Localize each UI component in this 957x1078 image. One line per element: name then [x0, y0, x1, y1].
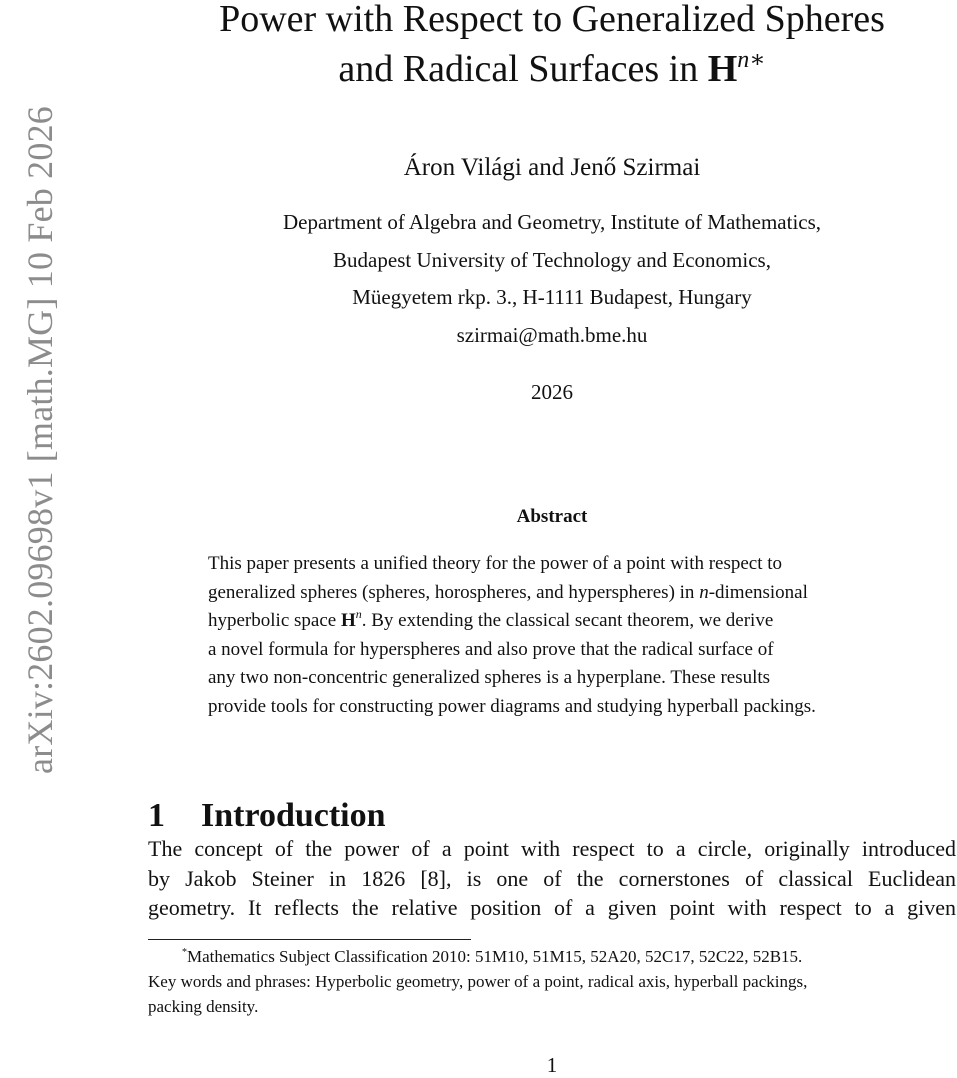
author-email[interactable]: szirmai@math.bme.hu: [456, 322, 648, 347]
abstract-line-2: [208, 579, 928, 608]
affiliation-line-university: Budapest University of Technology and Economics,: [333, 247, 771, 272]
abstract-line-3: [208, 607, 928, 636]
abstract-var-n: n: [699, 581, 709, 603]
footnote-line-2: Key words and phrases: Hyperbolic geometry, power of a point, radical axis, hyperball packings,: [148, 972, 808, 991]
section-title: Introduction: [201, 797, 386, 835]
footnote-line-1: [148, 944, 956, 969]
footnote-msc-text: Mathematics Subject Classification 2010: 51M10, 51M15, 52A20, 52C17, 52C22, 52B15.: [187, 947, 803, 966]
affiliation-line-address: Müegyetem rkp. 3., H-1111 Budapest, Hungary: [352, 285, 752, 309]
footnote-divider: [148, 939, 471, 940]
abstract-heading: Abstract: [516, 506, 588, 527]
affiliation: [148, 204, 956, 354]
abstract-body: [208, 550, 928, 721]
paper-title: [148, 0, 956, 94]
section-heading-introduction: [148, 794, 386, 838]
title-line-1: Power with Respect to Generalized Spheres: [219, 0, 885, 40]
body-line-1: The concept of the power of a point with respect to a circle, originally introduced: [148, 836, 956, 861]
page-number: 1: [546, 1053, 558, 1077]
section-number: 1: [148, 797, 165, 835]
title-line-2-text: and Radical Surfaces in: [338, 48, 708, 90]
abstract-hyperbolic-symbol: H: [340, 610, 356, 631]
arxiv-stamp: arXiv:2602.09698v1 [math.MG] 10 Feb 2026: [20, 106, 60, 774]
abstract-line-6: provide tools for constructing power diagrams and studying hyperball packings.: [208, 695, 816, 717]
abstract-line-4: a novel formula for hyperspheres and also prove that the radical surface of: [208, 638, 774, 660]
abstract-superscript-n: n: [355, 607, 362, 621]
affiliation-line-department: Department of Algebra and Geometry, Institute of Mathematics,: [282, 210, 822, 234]
body-line-3: geometry. It reflects the relative position of a given point with respect to a given: [148, 895, 956, 920]
footnote-line-3: packing density.: [148, 997, 259, 1016]
footnote: [148, 944, 956, 1019]
abstract-line-3-b: . By extending the classical secant theorem, we derive: [361, 610, 774, 631]
introduction-paragraph: [148, 834, 956, 923]
title-line-2: [148, 44, 956, 94]
abstract-line-3-a: hyperbolic space: [208, 610, 341, 631]
paper-date: 2026: [531, 380, 573, 404]
body-line-2: by Jakob Steiner in 1826 [8], is one of the cornerstones of classical Euclidean: [148, 865, 956, 891]
footnote-marker: *: [182, 947, 187, 958]
abstract-line-1: This paper presents a unified theory for the power of a point with respect to: [208, 553, 783, 574]
title-superscript: n∗: [737, 47, 766, 73]
abstract-line-2-a: generalized spheres (spheres, horospheres, and hyperspheres) in: [208, 581, 700, 603]
authors: Áron Világi and Jenő Szirmai: [403, 154, 701, 181]
abstract-line-2-b: -dimensional: [708, 581, 808, 603]
title-hyperbolic-symbol: H: [707, 48, 738, 90]
abstract-line-5: any two non-concentric generalized spheres is a hyperplane. These results: [208, 667, 771, 688]
